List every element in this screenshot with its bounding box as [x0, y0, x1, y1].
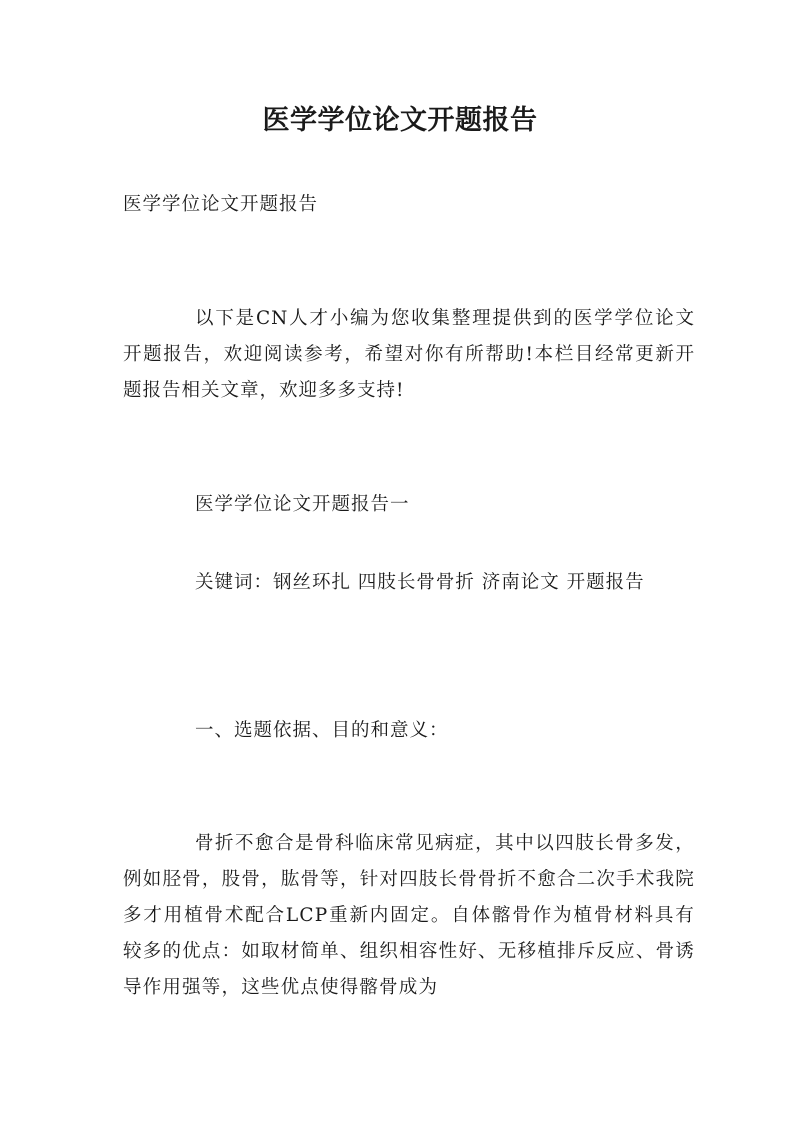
intro-paragraph: 以下是CN人才小编为您收集整理提供到的医学学位论文开题报告，欢迎阅读参考，希望对你有所帮助!本栏目经常更新开题报告相关文章，欢迎多多支持!	[123, 308, 695, 401]
section-heading: 医学学位论文开题报告一	[195, 494, 410, 515]
body-paragraph: 骨折不愈合是骨科临床常见病症，其中以四肢长骨多发，例如胫骨，股骨，肱骨等，针对四肢长骨骨折不愈合二次手术我院多才用植骨术配合LCP重新内固定。自体髂骨作为植骨材料具有较多的优点：如取材简单、组织相容性好、无移植排斥反应、骨诱导作用强等，这些优点使得髂骨成为	[123, 833, 695, 998]
document-title: 医学学位论文开题报告	[262, 105, 538, 136]
section-1-title: 一、选题依据、目的和意义：	[195, 720, 449, 741]
document-subtitle: 医学学位论文开题报告	[123, 194, 319, 215]
keywords-line: 关键词：钢丝环扎 四肢长骨骨折 济南论文 开题报告	[195, 572, 645, 593]
